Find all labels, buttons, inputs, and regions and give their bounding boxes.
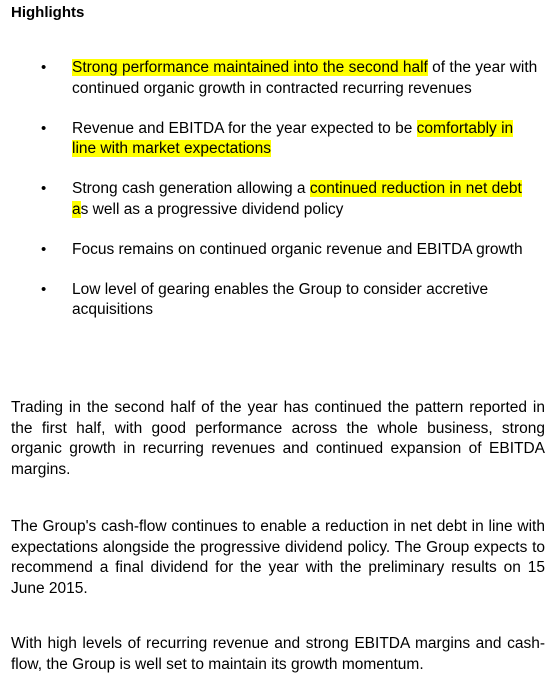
highlights-heading: Highlights [11, 4, 85, 21]
highlight-bullet-4 [0, 240, 538, 261]
cashflow-paragraph: The Group's cash-flow continues to enable a reduction in net debt in line with expectations alongside the progressive dividend policy. The Group expects to recommend a final dividend for the year with the preliminary results on 15 June 2015. [11, 518, 545, 598]
highlights-list [0, 58, 560, 340]
bullet-text-tail: s well as a progressive dividend policy [80, 200, 344, 218]
highlighted-text: comfortably in line with market expectations [72, 119, 514, 157]
bullet-text: of the year with continued organic growth in contracted recurring revenues [72, 59, 538, 97]
bullet-dot: • [41, 119, 47, 137]
bullet-text: Focus remains on continued organic revenue and EBITDA growth [72, 240, 523, 258]
bullet-text: Low level of gearing enables the Group to consider accretive acquisitions [72, 280, 489, 318]
trading-paragraph: Trading in the second half of the year has continued the pattern reported in the first half, with good performance across the whole business, strong organic growth in recurring revenues and continued expansion of EBITDA margins. [11, 399, 545, 479]
bullet-dot: • [41, 280, 47, 298]
highlight-bullet-1 [0, 58, 538, 99]
outlook-paragraph: With high levels of recurring revenue and strong EBITDA margins and cash-flow, the Group is well set to maintain its growth momentum. [11, 635, 545, 673]
highlight-bullet-5 [0, 280, 538, 321]
highlighted-text: continued reduction in net debt a [72, 180, 522, 218]
bullet-dot: • [41, 59, 47, 76]
bullet-text: Revenue and EBITDA for the year expected to be [72, 119, 417, 137]
highlight-bullet-3 [0, 179, 538, 220]
bullet-text: Strong cash generation allowing a [72, 180, 310, 197]
bullet-dot: • [41, 240, 47, 258]
bullet-dot: • [41, 180, 47, 197]
highlighted-text: Strong performance maintained into the second half [72, 59, 428, 76]
highlight-bullet-2 [0, 119, 538, 160]
